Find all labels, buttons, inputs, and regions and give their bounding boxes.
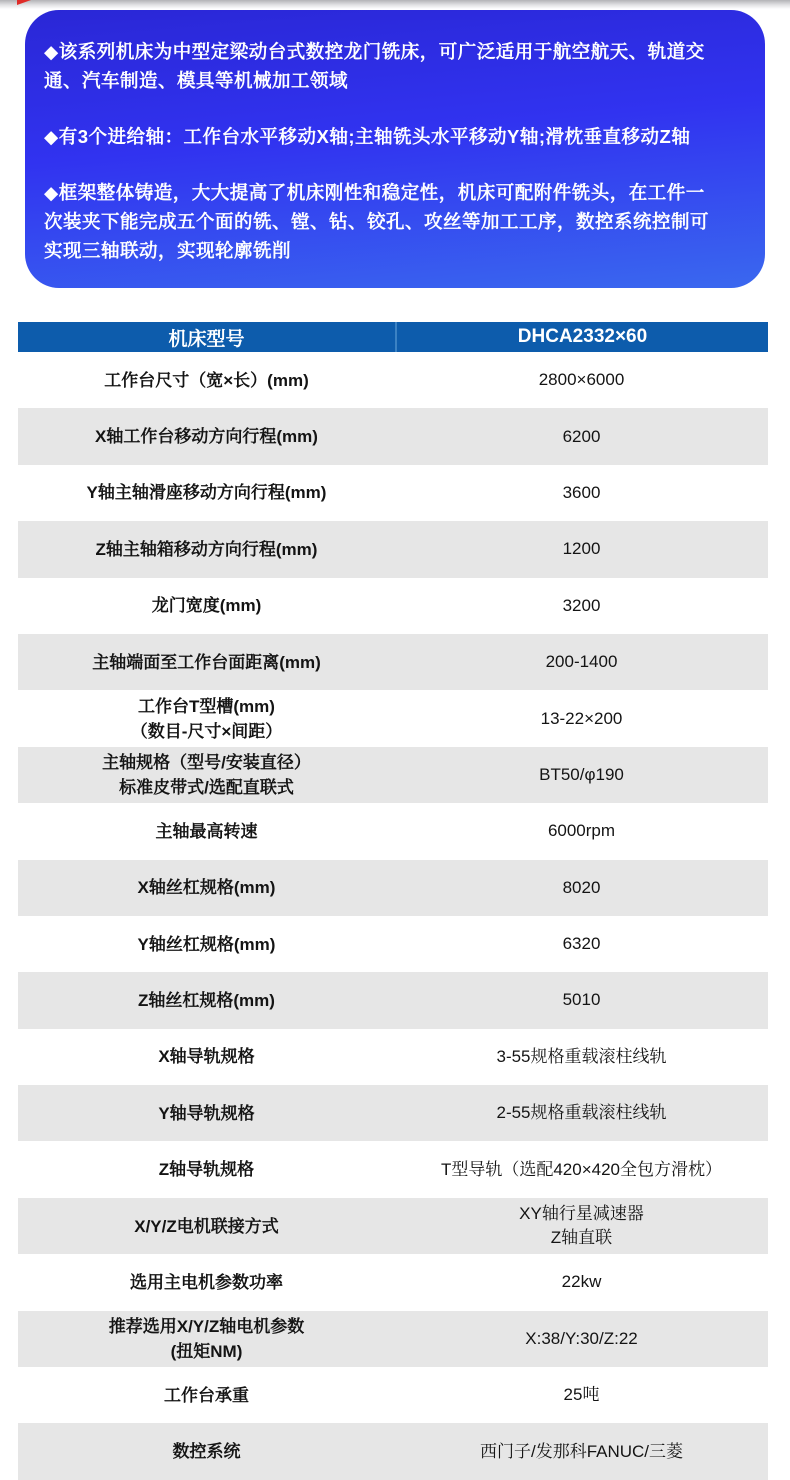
intro-paragraph: ◆有3个进给轴：工作台水平移动X轴;主轴铣头水平移动Y轴;滑枕垂直移动Z轴	[44, 126, 691, 147]
spec-label: X轴丝杠规格(mm)	[137, 878, 276, 898]
spec-value: 3200	[562, 595, 601, 615]
spec-table-header	[18, 322, 768, 352]
spec-label: Y轴丝杠规格(mm)	[137, 934, 276, 954]
table-row	[18, 465, 768, 521]
spec-label: Z轴导轨规格	[158, 1160, 255, 1180]
spec-label: 选用主电机参数功率	[130, 1272, 283, 1292]
spec-label: Z轴主轴箱移动方向行程(mm)	[95, 539, 318, 559]
spec-label: 龙门宽度(mm)	[151, 596, 262, 616]
spec-value: 2-55规格重载滚柱线轨	[496, 1103, 667, 1123]
spec-value: BT50/φ190	[539, 764, 624, 784]
spec-label: Y轴导轨规格	[158, 1103, 255, 1123]
page-top-edge-shading	[0, 0, 790, 9]
table-row	[18, 1029, 768, 1085]
spec-value: 6320	[562, 934, 601, 954]
spec-label: 工作台承重	[164, 1385, 249, 1405]
spec-label: 主轴端面至工作台面距离(mm)	[92, 652, 321, 672]
spec-value: 200-1400	[545, 652, 618, 672]
spec-value: 6000rpm	[547, 821, 616, 841]
intro-paragraph: ◆该系列机床为中型定梁动台式数控龙门铣床，可广泛适用于航空航天、轨道交 通、汽车制造、模具等机械加工领域	[44, 41, 705, 91]
spec-label: X/Y/Z电机联接方式	[134, 1216, 279, 1236]
spec-label: 推荐选用X/Y/Z轴电机参数 (扭矩NM)	[108, 1316, 305, 1361]
table-row	[18, 1254, 768, 1310]
spec-value: 西门子/发那科FANUC/三菱	[479, 1441, 684, 1461]
table-row	[18, 1141, 768, 1197]
spec-value: 25吨	[563, 1385, 600, 1405]
header-model-label: 机床型号	[168, 328, 245, 350]
spec-label: Y轴主轴滑座移动方向行程(mm)	[86, 483, 327, 503]
header-model-value: DHCA2332×60	[395, 322, 768, 352]
spec-label: 工作台T型槽(mm) （数目-尺寸×间距）	[130, 696, 283, 741]
spec-label: 主轴最高转速	[155, 821, 258, 841]
spec-label: Z轴丝杠规格(mm)	[138, 990, 275, 1010]
table-row	[18, 1367, 768, 1423]
spec-value: X:38/Y:30/Z:22	[525, 1328, 638, 1348]
table-row	[18, 578, 768, 634]
intro-paragraph: ◆框架整体铸造，大大提高了机床刚性和稳定性，机床可配附件铣头，在工件一 次装夹下能完成五个面的铣、镗、钻、铰孔、攻丝等加工工序，数控系统控制可 实现三轴联动，实现轮廓铣削	[44, 182, 710, 261]
spec-value: 1200	[562, 539, 601, 559]
spec-label: X轴工作台移动方向行程(mm)	[95, 427, 318, 447]
spec-value: 8020	[562, 877, 601, 897]
spec-value: 3600	[562, 482, 601, 502]
spec-table-body	[18, 352, 768, 1480]
spec-value: 6200	[562, 426, 601, 446]
intro-box	[25, 10, 765, 288]
spec-value: 22kw	[561, 1272, 602, 1292]
table-row	[18, 916, 768, 972]
table-row	[18, 521, 768, 577]
spec-value: T型导轨（选配420×420全包方滑枕）	[440, 1159, 723, 1179]
table-row	[18, 972, 768, 1028]
table-row	[18, 860, 768, 916]
table-row	[18, 803, 768, 859]
spec-label: 工作台尺寸（宽×长）(mm)	[104, 370, 309, 390]
table-row	[18, 352, 768, 408]
table-row	[18, 1423, 768, 1479]
spec-label: 主轴规格（型号/安装直径） 标准皮带式/选配直联式	[102, 752, 311, 797]
spec-label: X轴导轨规格	[158, 1047, 255, 1067]
spec-label: 数控系统	[172, 1442, 241, 1462]
table-row	[18, 690, 768, 746]
table-row	[18, 747, 768, 803]
red-corner-decoration	[17, 0, 31, 5]
spec-value: 3-55规格重载滚柱线轨	[496, 1046, 667, 1066]
spec-table	[18, 322, 768, 1480]
spec-value: 2800×6000	[538, 370, 625, 390]
table-row	[18, 1085, 768, 1141]
spec-value: 13-22×200	[540, 708, 623, 728]
spec-value: XY轴行星减速器 Z轴直联	[519, 1204, 644, 1248]
table-row	[18, 408, 768, 464]
spec-value: 5010	[562, 990, 601, 1010]
table-row	[18, 1311, 768, 1367]
table-row	[18, 1198, 768, 1254]
table-row	[18, 634, 768, 690]
